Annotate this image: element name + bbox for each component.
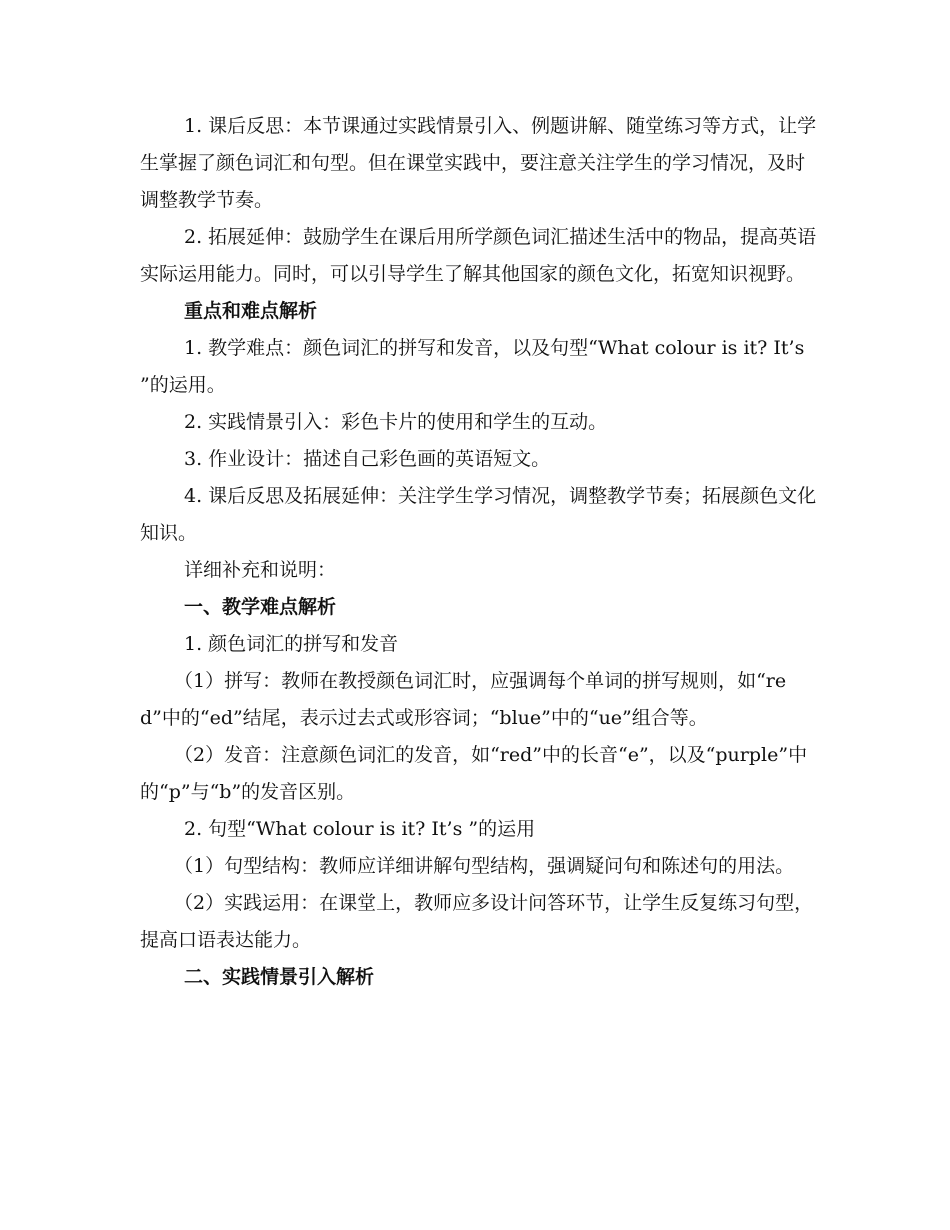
paragraph-spelling-pronunciation: 1. 颜色词汇的拼写和发音: [184, 633, 399, 655]
paragraph-sentence-pattern: 2. 句型“What colour is it? It’s ”的运用: [184, 818, 536, 840]
document-body: [140, 108, 820, 996]
paragraph-spelling: （1）拼写：教师在教授颜色词汇时，应强调每个单词的拼写规则，如“red”中的“ed”结尾，表示过去式或形容词；“blue”中的“ue”组合等。: [140, 670, 787, 729]
paragraph-scenario: 2. 实践情景引入：彩色卡片的使用和学生的互动。: [184, 411, 608, 433]
paragraph-practice: （2）实践运用：在课堂上，教师应多设计问答环节，让学生反复练习句型，提高口语表达能力。: [140, 892, 814, 951]
heading-scenario-analysis: 二、实践情景引入解析: [184, 966, 375, 988]
paragraph-reflection: 1. 课后反思：本节课通过实践情景引入、例题讲解、随堂练习等方式，让学生掌握了颜色词汇和句型。但在课堂实践中，要注意关注学生的学习情况，及时调整教学节奏。: [140, 115, 817, 211]
paragraph-homework: 3. 作业设计：描述自己彩色画的英语短文。: [184, 448, 551, 470]
paragraph-pronunciation: （2）发音：注意颜色词汇的发音，如“red”中的长音“e”，以及“purple”中的“p”与“b”的发音区别。: [140, 744, 808, 803]
paragraph-extension: 2. 拓展延伸：鼓励学生在课后用所学颜色词汇描述生活中的物品，提高英语实际运用能力。同时，可以引导学生了解其他国家的颜色文化，拓宽知识视野。: [140, 226, 817, 285]
heading-difficulty-analysis: 一、教学难点解析: [184, 596, 337, 618]
paragraph-sentence-structure: （1）句型结构：教师应详细讲解句型结构，强调疑问句和陈述句的用法。: [174, 855, 795, 877]
paragraph-difficulty: 1. 教学难点：颜色词汇的拼写和发音，以及句型“What colour is it? It’s ”的运用。: [140, 337, 805, 396]
heading-key-points: 重点和难点解析: [184, 300, 318, 322]
paragraph-reflection-extension: 4. 课后反思及拓展延伸：关注学生学习情况，调整教学节奏；拓展颜色文化知识。: [140, 485, 817, 544]
paragraph-details-intro: 详细补充和说明：: [184, 559, 337, 581]
